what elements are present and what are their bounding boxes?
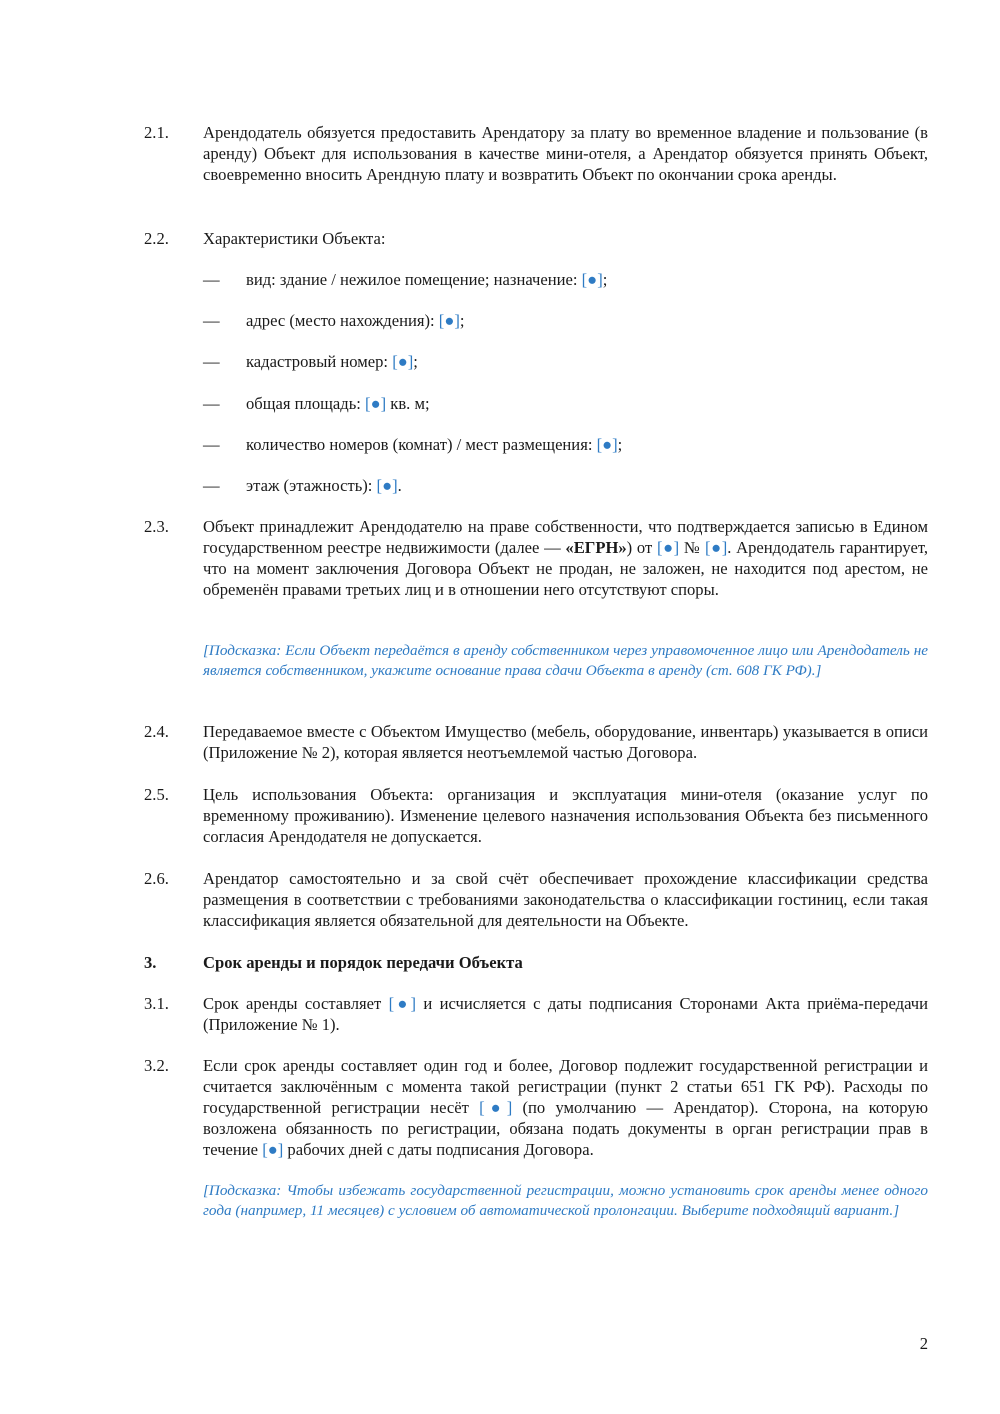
hint-note: [Подсказка: Если Объект передаётся в аренду собственником через управомоченное лицо или Арендодатель не является собственником, укажите основание права сдачи Объекта в аренду (ст. 608 ГК РФ).] [203, 642, 928, 679]
placeholder-field[interactable]: [●] [392, 352, 414, 371]
clause-text: Арендатор самостоятельно и за свой счёт обеспечивает прохождение классификации средства размещения в соответствии с требованиями законодательства о классификации гостиниц, если такая классификация является обязательной для деятельности на Объекте. [203, 869, 928, 930]
clause-2-4 [144, 721, 928, 763]
clause-3-1 [144, 993, 928, 1035]
item-end: ; [459, 311, 465, 330]
egrn-term: «ЕГРН» [565, 538, 627, 557]
item-text: вид: здание / нежилое помещение; назначение: [246, 270, 582, 289]
placeholder-field[interactable]: [●] [262, 1140, 284, 1159]
characteristic-item-address [203, 310, 928, 331]
section-number: 3. [144, 953, 157, 972]
clause-3-2 [144, 1055, 928, 1160]
clause-2-1 [144, 122, 928, 185]
clause-text: Цель использования Объекта: организация и эксплуатация мини-отеля (оказание услуг по временному проживанию). Изменение целевого назначения использования Объекта без письменного согласия Арендодателя не допускается. [203, 785, 928, 846]
dash-marker: — [203, 394, 220, 413]
dash-marker: — [203, 270, 220, 289]
clause-text: рабочих дней с даты подписания Договора. [283, 1140, 594, 1159]
placeholder-field[interactable]: [●] [656, 538, 680, 557]
item-end: ; [602, 270, 608, 289]
clause-text: (по умолчанию — Арендатор). Сторона, на которую возложена обязанность по регистрации, обязана подать документы в орган регистрации прав в течение [203, 1098, 928, 1159]
placeholder-field[interactable]: [●] [365, 394, 387, 413]
item-end: ; [413, 352, 418, 371]
characteristic-item-rooms [203, 434, 928, 455]
clause-text: Если срок аренды составляет один год и более, Договор подлежит государственной регистрации и считается заключённым с момента такой регистрации (пункт 2 статьи 651 ГК РФ). Расходы по государственной регистрации несёт [203, 1056, 928, 1117]
item-text: этаж (этажность): [246, 476, 377, 495]
placeholder-field[interactable]: [●] [376, 476, 398, 495]
characteristic-item-floor [203, 475, 928, 496]
clause-2-6 [144, 868, 928, 931]
hint-note: [Подсказка: Чтобы избежать государственной регистрации, можно установить срок аренды менее одного года (например, 11 месяцев) с условием об автоматической пролонгации. Выберите подходящий вариант.] [203, 1182, 928, 1219]
clause-text: Объект принадлежит Арендодателю на праве собственности, что подтверждается записью в Едином государственном реестре недвижимости (далее — [203, 517, 928, 557]
clause-2-3 [144, 516, 928, 600]
placeholder-field[interactable]: [●] [596, 435, 618, 454]
placeholder-field[interactable]: [●] [479, 1098, 513, 1117]
placeholder-field[interactable]: [●] [705, 538, 728, 557]
clause-number: 3.2. [144, 1056, 169, 1075]
item-end: кв. м; [386, 394, 430, 413]
item-text: общая площадь: [246, 394, 366, 413]
item-text: кадастровый номер: [246, 352, 393, 371]
clause-number: 2.5. [144, 785, 169, 804]
clause-text: № [679, 538, 706, 557]
clause-text: Характеристики Объекта: [203, 229, 386, 248]
placeholder-field[interactable]: [●] [581, 270, 603, 289]
clause-text: . Арендодатель гарантирует, что на момент заключения Договора Объект не продан, не заложен, не находится под арестом, не обременён правами третьих лиц и в отношении него отсутствуют споры. [203, 538, 928, 599]
clause-text: ) от [626, 538, 657, 557]
characteristic-item-type [203, 269, 928, 290]
item-text: количество номеров (комнат) / мест размещения: [246, 435, 597, 454]
page-number: 2 [919, 1334, 928, 1353]
characteristic-item-area [203, 393, 928, 414]
clause-number: 2.6. [144, 869, 169, 888]
clause-text: и исчисляется с даты подписания Сторонами Акта приёма-передачи (Приложение № 1). [203, 994, 928, 1034]
item-end: . [397, 476, 402, 495]
clause-text: Арендодатель обязуется предоставить Арендатору за плату во временное владение и пользование (в аренду) Объект для использования в качестве мини-отеля, а Арендатор обязуется принять Объект, своевременно вносить Арендную плату и возвратить Объект по окончании срока аренды. [203, 123, 928, 184]
clause-text: Срок аренды составляет [203, 994, 389, 1013]
dash-marker: — [203, 352, 220, 371]
dash-marker: — [203, 476, 220, 495]
placeholder-field[interactable]: [●] [388, 994, 417, 1013]
clause-2-2 [144, 228, 928, 249]
dash-marker: — [203, 311, 220, 330]
clause-2-5 [144, 784, 928, 847]
clause-number: 2.2. [144, 229, 169, 248]
clause-number: 2.3. [144, 517, 169, 536]
placeholder-field[interactable]: [●] [438, 311, 460, 330]
section-3-heading [144, 952, 928, 973]
item-text: адрес (место нахождения): [246, 311, 439, 330]
section-title: Срок аренды и порядок передачи Объекта [203, 953, 523, 972]
clause-number: 2.4. [144, 722, 169, 741]
characteristic-item-cadastral [203, 351, 928, 372]
item-end: ; [617, 435, 623, 454]
dash-marker: — [203, 435, 220, 454]
clause-text: Передаваемое вместе с Объектом Имущество (мебель, оборудование, инвентарь) указывается в описи (Приложение № 2), которая является неотъемлемой частью Договора. [203, 722, 928, 762]
clause-number: 3.1. [144, 994, 169, 1013]
clause-number: 2.1. [144, 123, 169, 142]
